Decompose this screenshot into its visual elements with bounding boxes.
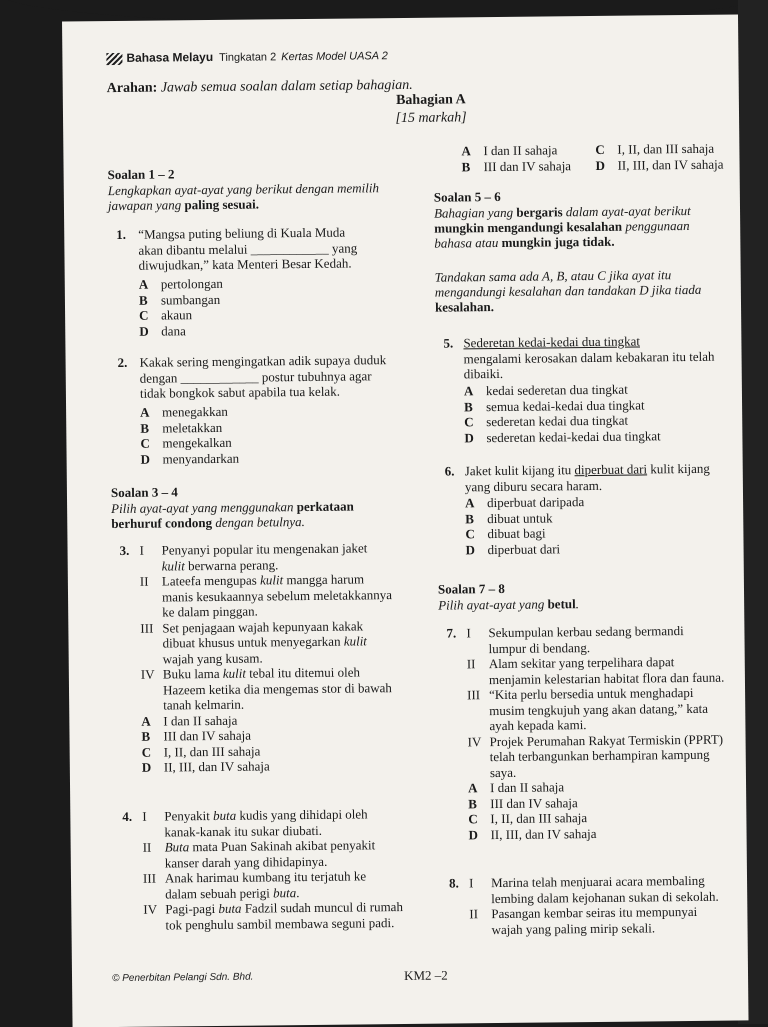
copyright-footer: © Penerbitan Pelangi Sdn. Bhd. <box>111 971 254 985</box>
answer-options: A menegakkan B meletakkan C mengekalkan D menyandarkan <box>140 403 240 467</box>
group-instruction-3-4: Pilih ayat-ayat yang menggunakan perkataan berhuruf condong dengan betulnya. <box>111 498 354 532</box>
question-number: 2. <box>117 354 128 370</box>
question-number: 5. <box>443 335 454 351</box>
answer-options: A kedai sederetan dua tingkat B semua kedai-kedai dua tingkat C sederetan kedai dua tingkat D sederetan kedai-kedai dua tingkat <box>463 381 661 445</box>
question-number: 4. <box>122 808 133 824</box>
question-statements: I Sekumpulan kerbau sedang bermandi lumpur di bendang. II Alam sekitar yang terpelihara dapat menjamin kelestarian habitat flora dan fauna. III “Kita perlu bersedia untuk menghadapi musim tengkujuh yang akan datang,” kata ayah kepada kami. IV Projek Perumahan Rakyat Termiskin (PPRT) telah terbangunkan berhampiran kampung saya. A I dan II sahaja B III dan IV sahaja C I, II, dan III sahaja D II, III, dan IV sahaja <box>466 623 725 842</box>
publisher-logo-icon <box>106 53 122 65</box>
question-text: Kakak sering mengingatkan adik supaya duduk dengan ____________ postur tubuhnya agar tidak bongkok sabut apabila tua kelak. <box>139 352 387 401</box>
question-text: Jaket kulit kijang itu diperbuat dari kulit kijang yang diburu secara haram. <box>464 460 710 494</box>
group-heading-1-2: Soalan 1 – 2 <box>107 166 175 183</box>
subject-title: Bahasa Melayu <box>126 49 214 65</box>
answer-options: A diperbuat daripada B dibuat untuk C dibuat bagi D diperbuat dari <box>465 494 585 557</box>
question-statements: I Marina telah menjuarai acara membaling lembing dalam kejohanan sukan di sekolah. II Pasangan kembar seiras itu mempunyai wajah yang paling mirip sekali. <box>468 872 719 937</box>
group-heading-5-6: Soalan 5 – 6 <box>433 188 501 205</box>
question-text: “Mangsa puting beliung di Kuala Muda akan dibantu melalui ____________ yang diwujudkan,” kata Menteri Besar Kedah. <box>138 224 358 273</box>
question-number: 7. <box>446 625 457 641</box>
question-number: 3. <box>119 542 130 558</box>
answer-options: A pertolongan B sumbangan C akaun D dana <box>138 275 223 339</box>
page-number: KM2 –2 <box>403 967 448 984</box>
group-instruction-7-8: Pilih ayat-ayat yang betul. <box>438 596 580 613</box>
group-instruction-5-6: Bahagian yang bergaris dalam ayat-ayat berikut mungkin mengandungi kesalahan penggunaan bahasa atau mungkin juga tidak. <box>433 202 691 251</box>
page-header <box>106 48 388 65</box>
question-number: 8. <box>448 875 459 891</box>
form-label: Tingkatan 2 <box>219 51 277 64</box>
question-number: 6. <box>444 463 455 479</box>
answer-options-carry: A I dan II sahaja C I, II, dan III sahaja B III dan IV sahaja D II, III, dan IV sahaja <box>461 140 724 174</box>
question-number: 1. <box>116 226 127 242</box>
instructions: Arahan: Jawab semua soalan dalam setiap bahagian. <box>106 77 413 97</box>
group-instruction-1-2: Lengkapkan ayat-ayat yang berikut dengan memilih jawapan yang paling sesuai. <box>107 180 379 214</box>
group-instruction-5-6b: Tandakan sama ada A, B, atau C jika ayat itu mengandungi kesalahan dan tandakan D jika tiada kesalahan. <box>434 267 702 315</box>
question-text: Sederetan kedai-kedai dua tingkat mengalami kerosakan dalam kebakaran itu telah dibaiki. <box>463 333 715 382</box>
section-heading: Bahagian A [15 markah] <box>395 92 467 127</box>
question-statements: I Penyanyi popular itu mengenakan jaket kulit berwarna perang. II Lateefa mengupas kulit mangga harum manis kesukaannya sebelum meletakkannya ke dalam pinggan. III Set penjagaan wajah kepunyaan kakak dibuat khusus untuk menyegarkan kulit wajah yang kusam. IV Buku lama kulit tebal itu ditemui oleh Hazeem ketika dia mengemas stor di bawah tanah kelmarin. A I dan II sahaja B III dan IV sahaja C I, II, dan III sahaja D II, III, dan IV sahaja <box>139 540 393 775</box>
exam-page <box>62 14 748 1027</box>
question-statements: I Penyakit buta kudis yang dihidapi oleh kanak-kanak itu sukar diubati. II Buta mata Puan Sakinah akibat penyakit kanser darah yang dihidapinya. III Anak harimau kumbang itu terjatuh ke dalam sebuah perigi buta. IV Pagi-pagi buta Fadzil sudah muncul di rumah tok penghulu sambil membawa seguni padi. <box>142 806 403 933</box>
paper-label: Kertas Model UASA 2 <box>281 50 388 64</box>
group-heading-7-8: Soalan 7 – 8 <box>437 580 505 597</box>
group-heading-3-4: Soalan 3 – 4 <box>110 484 178 501</box>
